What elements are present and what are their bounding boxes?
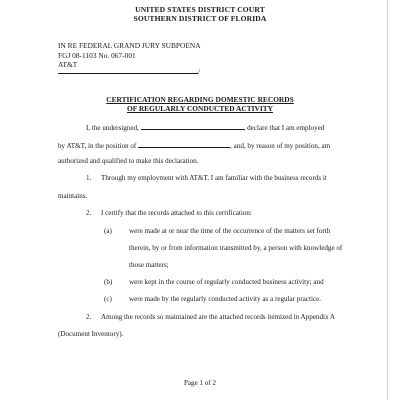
caption-case-number: FGJ 08-1103 No. 067-001 [58,51,136,60]
intro-text-declare: , declare that I am employed [243,124,325,132]
item-b-line-1: were kept in the course of regularly conducted business activity; and [129,278,324,286]
position-blank [138,140,230,148]
paragraph-1-line-1: Through my employment with AT&T, I am familiar with the business records it [101,174,327,182]
intro-text-undersigned: I, the undersigned, [86,124,139,132]
item-a-line-3: those matters; [129,261,169,269]
item-a-label: (a) [104,227,112,235]
paragraph-2-number: 2. [86,209,92,217]
intro-line-2 [58,140,330,150]
item-a-line-2: therein, by or from information transmitted by, a person with knowledge of [129,244,343,252]
court-district: SOUTHERN DISTRICT OF FLORIDA [133,14,267,23]
page-number: Page 1 of 2 [183,379,217,387]
intro-line-3: authorized and qualified to make this declaration. [58,157,199,165]
court-name: UNITED STATES DISTRICT COURT [135,5,265,14]
caption-slash: / [198,67,201,76]
caption-party: AT&T [58,60,78,69]
certification-subtitle: OF REGULARLY CONDUCTED ACTIVITY [127,104,273,113]
intro-line-1 [86,122,324,132]
certification-title: CERTIFICATION REGARDING DOMESTIC RECORDS [106,95,294,104]
paragraph-3-line-1: Among the records so maintained are the attached records itemized in Appendix A [101,313,336,321]
caption-matter: IN RE FEDERAL GRAND JURY SUBPOENA [58,41,201,50]
paragraph-1-line-2: maintains. [58,192,88,200]
paragraph-2-line-1: I certify that the records attached to this certification: [101,209,252,217]
page-edge [387,0,388,400]
item-c-label: (c) [104,295,112,303]
paragraph-1-number: 1. [86,174,92,182]
intro-text-reason: , and, by reason of my position, am [230,142,331,150]
paragraph-3-number: 2. [86,313,92,321]
item-c-line-1: were made by the regularly conducted activity as a regular practice. [129,295,322,303]
item-a-line-1: were made at or near the time of the occurrence of the matters set forth [129,227,331,235]
caption-underline [58,73,198,74]
declarant-name-blank [141,122,244,130]
paragraph-3-line-2: (Document Inventory). [58,330,124,338]
item-b-label: (b) [104,278,113,286]
intro-text-position: by AT&T, in the position of [58,142,137,150]
